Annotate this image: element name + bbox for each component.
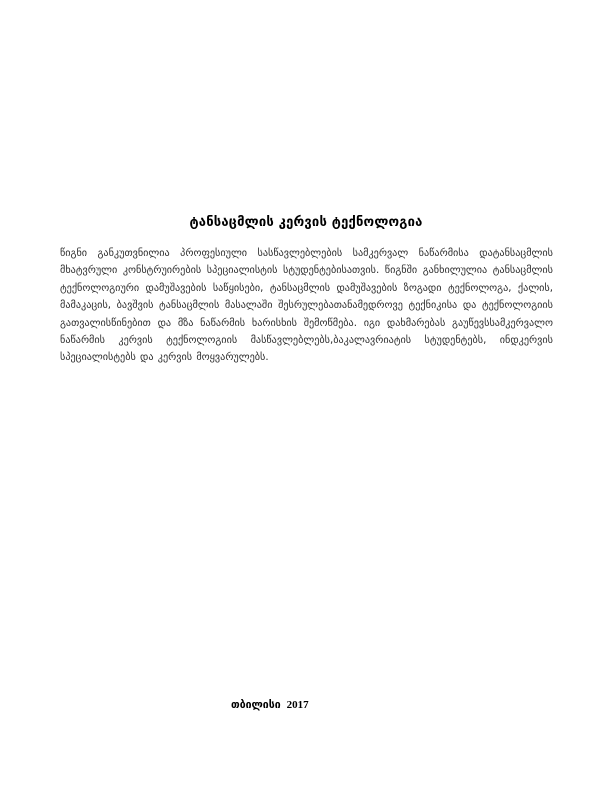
publication-footer	[231, 699, 309, 711]
publication-year: 2017	[286, 699, 309, 711]
publication-city: თბილისი	[231, 699, 281, 711]
document-title: ტანსაცმლის კერვის ტექნოლოგია	[189, 215, 423, 230]
description-paragraph: წიგნი განკუთვნილია პროფესიული სასწავლებლების სამკერვალ ნაწარმისა დატანსაცმლის მხატვრული კონსტრუირების სპეციალისტის სტუდენტებისათვის. წიგნში განხილულია ტანსაცმლის ტექნოლოგიური დამუშავების საწყისები, ტანსაცმლის დამუშავების ზოგადი ტექნოლოგა, ქალის, მამაკაცის, ბავშვის ტანსაცმლის მასალაში შესრულებათანამედროვე ტექნიკისა და ტექნოლოგიის გათვალისწინებით და მზა ნაწარმის ხარისხის შემოწმება. იგი დახმარებას გაუწევსსამკერვალო ნაწარმის კერვის ტექნოლოგიის მასწავლებლებს,ბაკალავრიატის სტუდენტებს, ინდკერვის სპეციალისტებს და კერვის მოყვარულებს.	[60, 248, 553, 364]
